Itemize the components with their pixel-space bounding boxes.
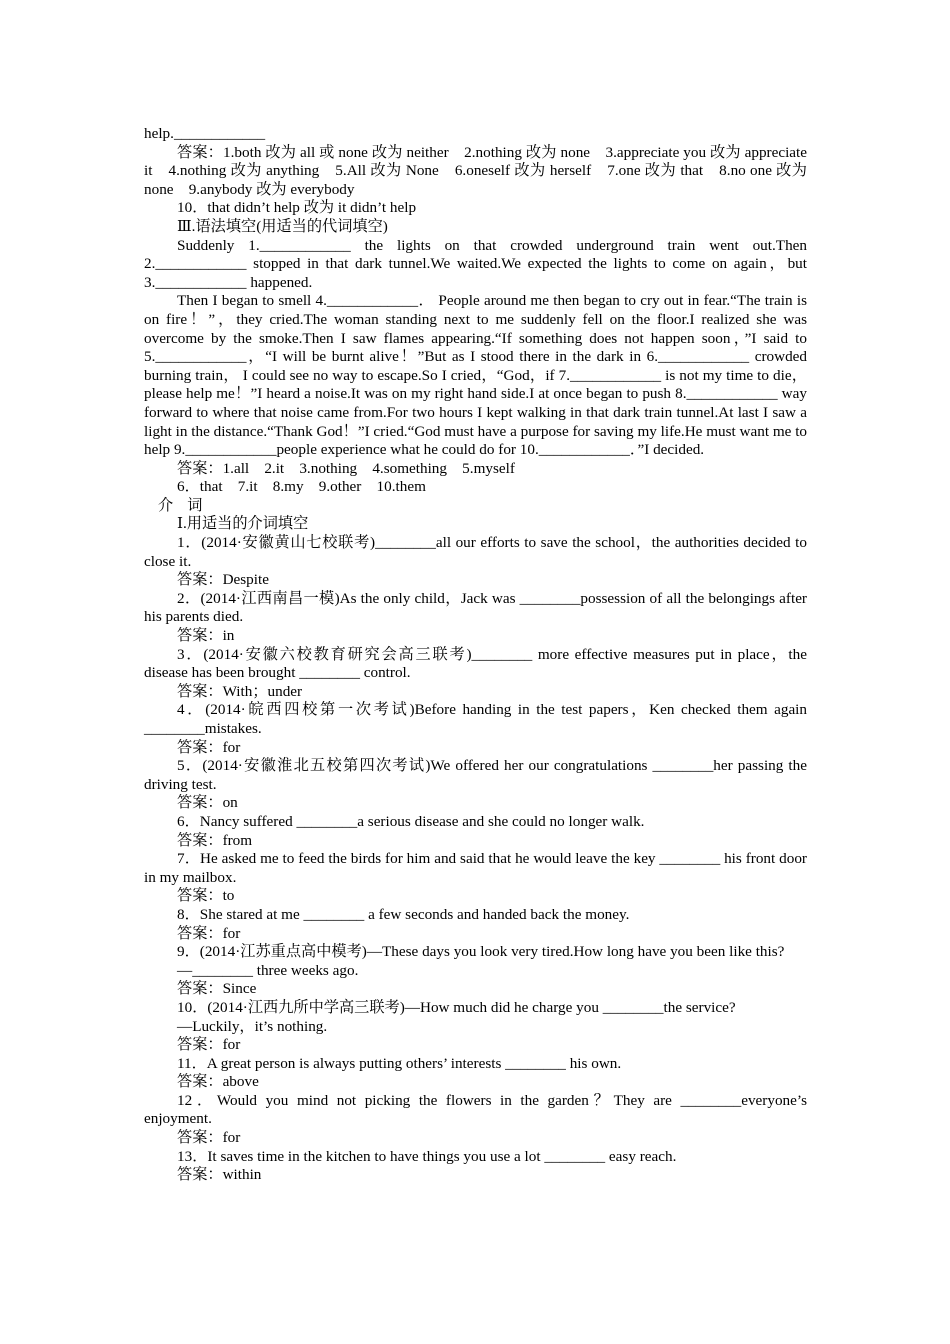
document-paragraph: 答案：Despite [177, 571, 269, 589]
document-paragraph: 答案：above [177, 1073, 259, 1091]
document-paragraph: 答案：With；under [177, 682, 303, 700]
document-paragraph: 答案：1.both 改为 all 或 none 改为 neither 2.nothing 改为 none 3.appreciate you 改为 appreciate it 4.nothing 改为 anything 5.All 改为 None 6.oneself 改为 herself 7.one 改为 that 8.no one 改为 none 9.anybody 改为 everybody [144, 143, 807, 198]
document-paragraph: 2．(2014·江西南昌一模)As the only child，Jack was ________possession of all the belongings after his parents died. [144, 589, 807, 626]
document-paragraph: 答案：on [177, 794, 238, 812]
document-paragraph: Suddenly 1.____________ the lights on that crowded underground train went out.Then 2.____________ stopped in that dark tunnel.We waited.We expected the lights to come on again，but 3.____________ happened. [144, 236, 807, 291]
document-paragraph: 7．He asked me to feed the birds for him and said that he would leave the key ________ his front door in my mailbox. [144, 850, 807, 886]
document-paragraph: 6．Nancy suffered ________a serious disease and she could no longer walk. [177, 812, 645, 830]
document-paragraph: —________ three weeks ago. [177, 961, 359, 979]
document-paragraph: 答案：within [177, 1166, 262, 1184]
document-paragraph: 10．that didn’t help 改为 it didn’t help [177, 199, 417, 217]
document-paragraph: 6．that 7.it 8.my 9.other 10.them [177, 478, 426, 496]
document-paragraph: 答案：for [177, 1036, 241, 1054]
document-paragraph: Ⅲ.语法填空(用适当的代词填空) [177, 217, 388, 235]
document-paragraph: 4．(2014·皖西四校第一次考试)Before handing in the test papers，Ken checked them again ________mistakes. [144, 701, 807, 737]
document-paragraph: 5．(2014·安徽淮北五校第四次考试)We offered her our congratulations ________her passing the driving test. [144, 757, 807, 793]
document-paragraph: Then I began to smell 4.____________． People around me then began to cry out in fear.“The train is on fire！”，they cried.The woman standing next to me suddenly fell on the floor.I realized she was overcome by the smoke.Then I saw flames appearing.“If something does not happen soon，”I said to 5.____________，“I will be burnt alive！”But as I stood there in the dark in 6.____________ crowded burning train， I could see no way to escape.So I cried，“God，if 7.____________ is not my time to die，please help me！”I heard a noise.It was on my right hand side.I at once began to push 8.____________ way forward to where that noise came from.For two hours I kept walking in that dark train tunnel.At last I saw a light in the distance.“Thank God！”I cried.“God must have a purpose for saving my life.He must want me to help 9.____________people experience what he could do for 10.____________．”I decided. [144, 292, 808, 459]
document-paragraph: help.____________ [144, 125, 266, 142]
document-paragraph: Ⅰ.用适当的介词填空 [177, 515, 309, 533]
document-paragraph: 答案：for [177, 738, 241, 756]
document-paragraph: 1．(2014·安徽黄山七校联考)________all our efforts to save the school，the authorities decided to close it. [144, 534, 807, 570]
document-paragraph: 8．She stared at me ________ a few seconds and handed back the money. [177, 905, 630, 923]
document-paragraph: 答案：1.all 2.it 3.nothing 4.something 5.myself [177, 459, 515, 477]
document-paragraph: 答案：to [177, 887, 235, 905]
document-page [144, 125, 807, 1185]
document-paragraph: 3．(2014·安徽六校教育研究会高三联考)________ more effective measures put in place，the disease has been brought ________ control. [144, 645, 807, 682]
document-paragraph: 答案：for [177, 924, 241, 942]
document-paragraph: 9．(2014·江苏重点高中模考)—These days you look very tired.How long have you been like this? [177, 943, 785, 961]
document-paragraph: —Luckily，it’s nothing. [177, 1017, 328, 1035]
document-paragraph: 11．A great person is always putting others’ interests ________ his own. [177, 1054, 622, 1072]
section-heading: 介词 [158, 496, 217, 514]
document-paragraph: 10．(2014·江西九所中学高三联考)—How much did he charge you ________the service? [177, 998, 736, 1016]
document-paragraph: 答案：for [177, 1129, 241, 1147]
document-paragraph: 答案：Since [177, 980, 257, 998]
document-paragraph: 13．It saves time in the kitchen to have things you use a lot ________ easy reach. [177, 1147, 677, 1165]
document-paragraph: 答案：in [177, 627, 235, 645]
document-paragraph: 答案：from [177, 831, 253, 849]
document-paragraph: 12．Would you mind not picking the flowers in the garden？They are ________everyone’s enjoyment. [144, 1091, 807, 1128]
